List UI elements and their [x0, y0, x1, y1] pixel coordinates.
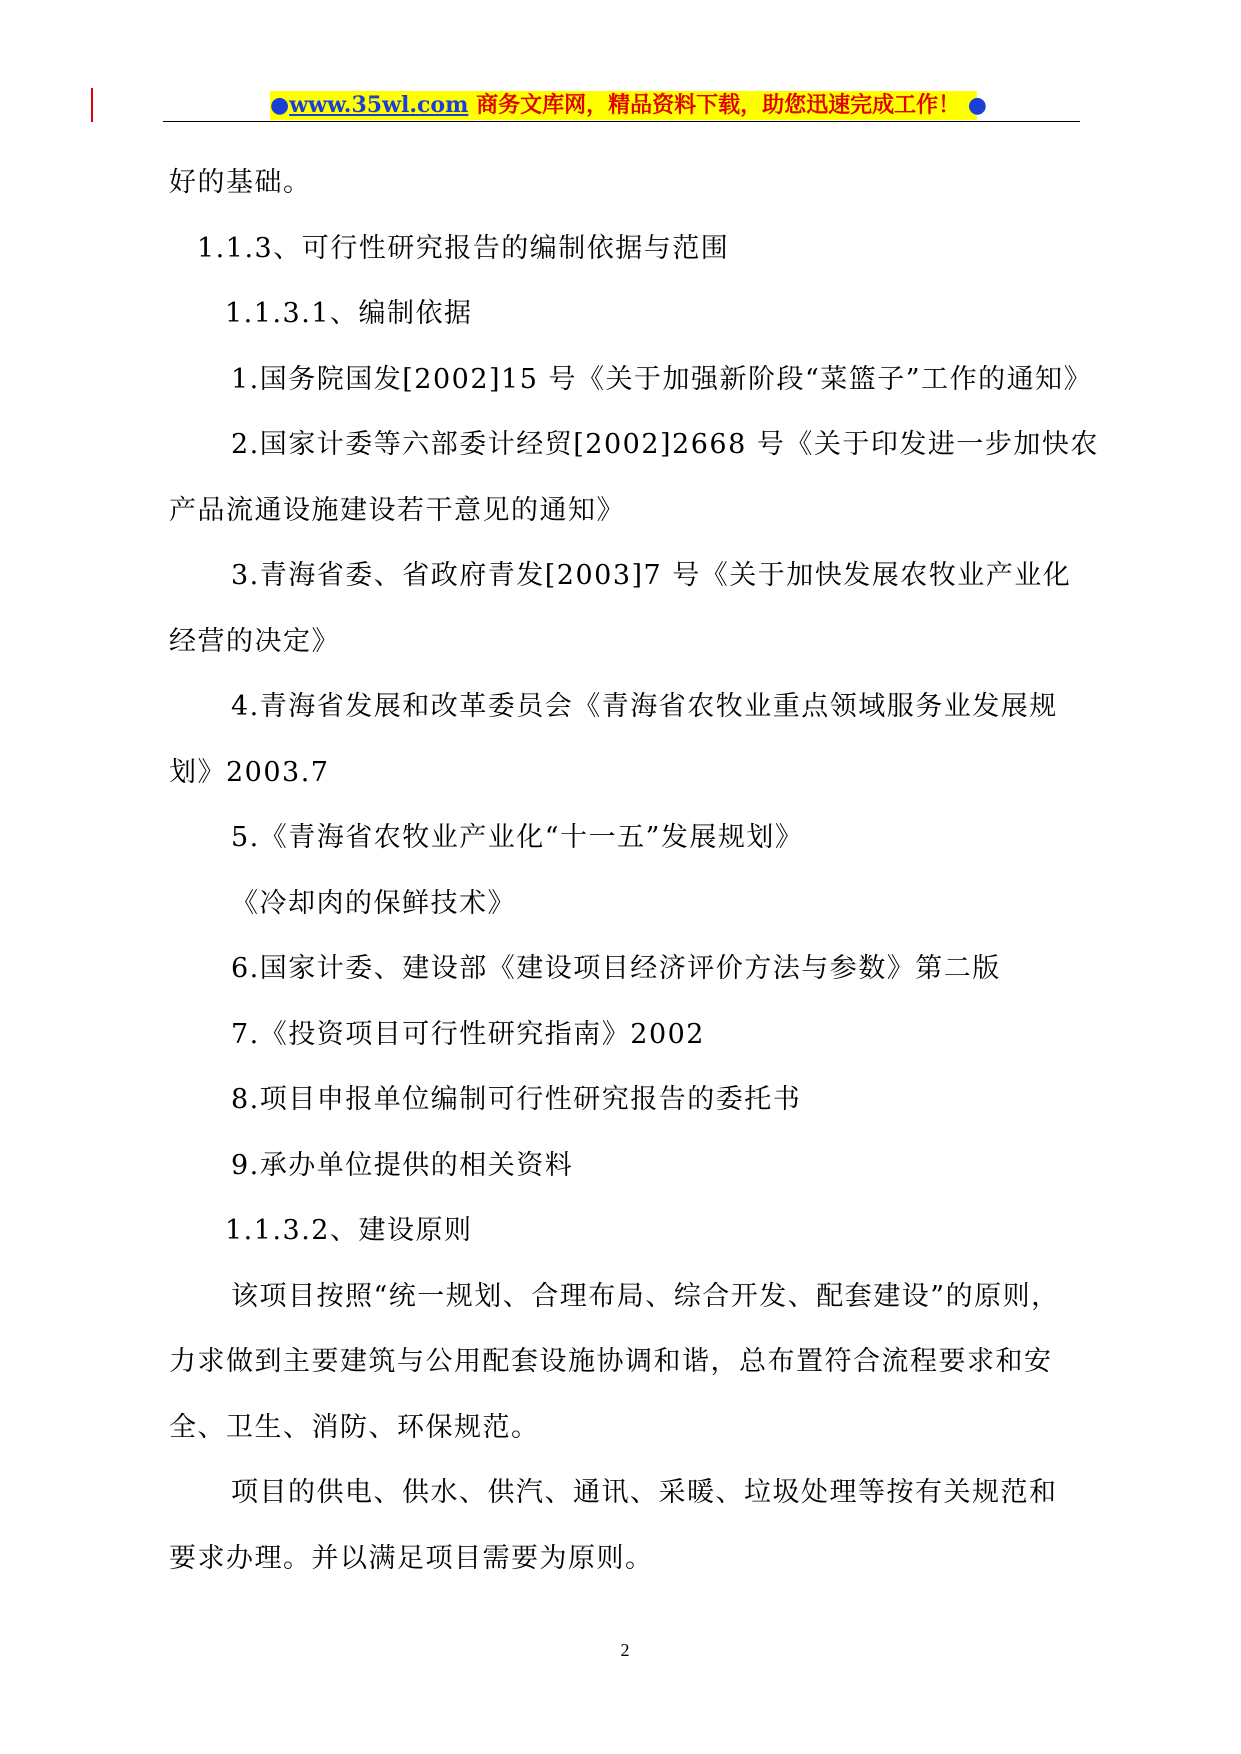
paragraph-line: 要求办理。并以满足项目需要为原则。 [169, 1542, 654, 1574]
body-line: 好的基础。 [169, 167, 312, 198]
list-item-continuation: 产品流通设施建设若干意见的通知》 [169, 494, 625, 526]
subsection-heading: 1.1.3.1、编制依据 [225, 298, 473, 329]
paragraph-line: 该项目按照“统一规划、合理布局、综合开发、配套建设”的原则， [231, 1280, 1060, 1312]
list-item: 6.国家计委、建设部《建设项目经济评价方法与参数》第二版 [231, 953, 1001, 984]
list-item: 8.项目申报单位编制可行性研究报告的委托书 [231, 1084, 802, 1115]
paragraph-line: 项目的供电、供水、供汽、通讯、采暖、垃圾处理等按有关规范和 [231, 1477, 1058, 1508]
paragraph-line: 力求做到主要建筑与公用配套设施协调和谐，总布置符合流程要求和安 [169, 1346, 1053, 1377]
margin-mark [91, 88, 93, 122]
list-item: 2.国家计委等六部委计经贸[2002]2668 号《关于印发进一步加快农 [231, 429, 1099, 460]
header-divider [163, 121, 1080, 122]
subsection-heading: 1.1.3.2、建设原则 [225, 1215, 473, 1246]
list-item-continuation: 经营的决定》 [169, 625, 340, 657]
bullet-icon: ● [270, 92, 290, 118]
section-heading: 1.1.3、可行性研究报告的编制依据与范围 [197, 232, 730, 264]
list-item-continuation: 划》2003.7 [169, 756, 330, 788]
list-item: 5.《青海省农牧业产业化“十一五”发展规划》 [231, 822, 804, 853]
paragraph-line: 全、卫生、消防、环保规范。 [169, 1411, 540, 1443]
header-url-link[interactable]: www.35wl.com [289, 92, 469, 118]
list-item: 4.青海省发展和改革委员会《青海省农牧业重点领域服务业发展规 [231, 691, 1058, 722]
list-item: 7.《投资项目可行性研究指南》2002 [231, 1018, 705, 1050]
list-item: 1.国务院国发[2002]15 号《关于加强新阶段“菜篮子”工作的通知》 [231, 363, 1093, 395]
header-tagline: 商务文库网，精品资料下载，助您迅速完成工作！ [476, 92, 961, 118]
list-item: 3.青海省委、省政府青发[2003]7 号《关于加快发展农牧业产业化 [231, 560, 1072, 591]
document-body [0, 150, 1241, 1591]
page-header [270, 91, 987, 120]
page-number: 2 [620, 1640, 630, 1660]
list-item: 9.承办单位提供的相关资料 [231, 1149, 574, 1181]
list-item: 《冷却肉的保鲜技术》 [231, 887, 516, 919]
bullet-icon: ● [967, 92, 987, 118]
